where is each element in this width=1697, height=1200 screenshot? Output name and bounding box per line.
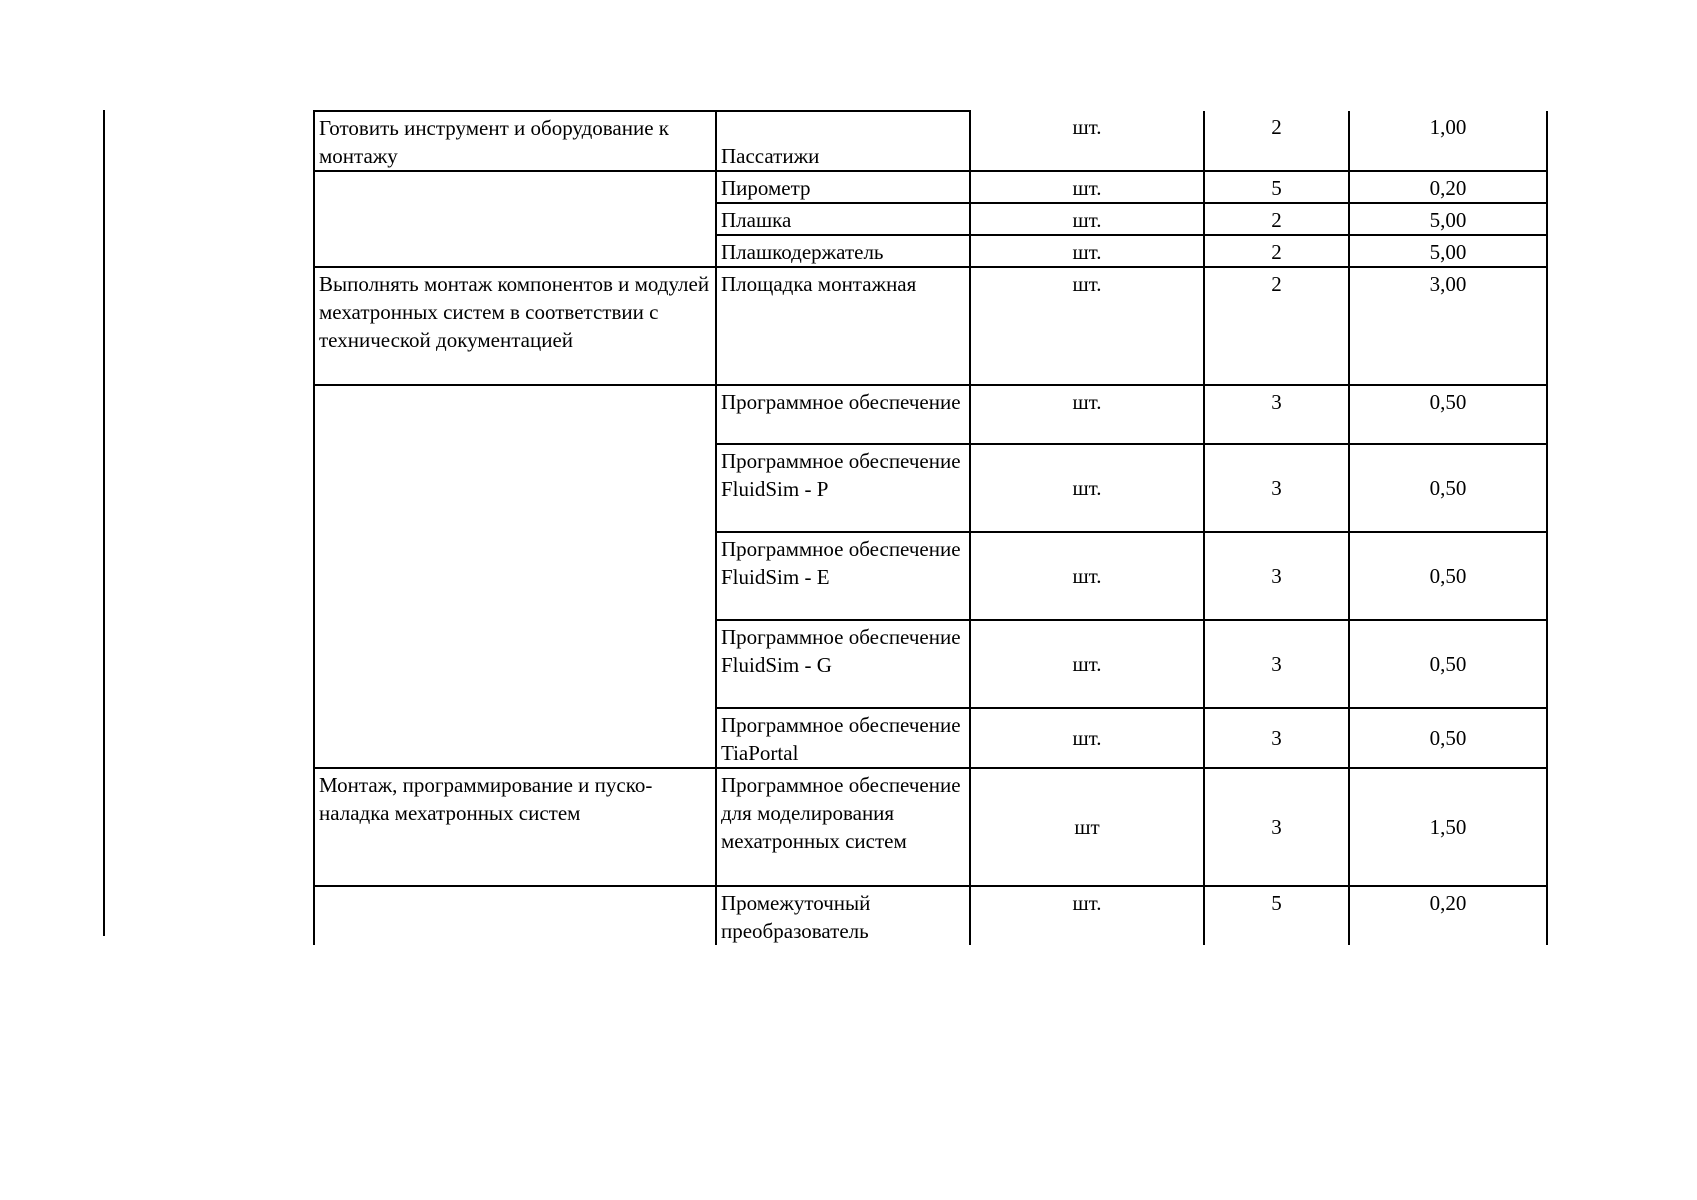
value-cell: [1349, 620, 1547, 708]
table-row: [314, 171, 1547, 203]
table-row: [314, 385, 1547, 444]
task-cell: [314, 171, 716, 267]
unit-cell: [970, 267, 1204, 385]
quantity-text: 3: [1271, 390, 1282, 414]
unit-text: шт.: [1072, 208, 1102, 232]
item-name: Площадка монтажная: [721, 272, 917, 296]
item-name-cell: [716, 235, 970, 267]
item-name-cell: [716, 620, 970, 708]
value-text: 0,50: [1429, 476, 1467, 500]
value-text: 0,50: [1429, 652, 1467, 676]
value-text: 1,00: [1429, 115, 1467, 139]
value-text: 1,50: [1429, 815, 1467, 839]
item-name-cell: [716, 111, 970, 171]
quantity-cell: [1204, 768, 1349, 886]
value-cell: [1349, 886, 1547, 945]
value-text: 5,00: [1429, 208, 1467, 232]
unit-text: шт.: [1072, 564, 1102, 588]
unit-text: шт.: [1072, 891, 1102, 915]
quantity-text: 2: [1271, 208, 1282, 232]
task-cell: [314, 385, 716, 768]
quantity-text: 3: [1271, 652, 1282, 676]
table-row: [314, 768, 1547, 886]
task-cell: [314, 886, 716, 945]
unit-text: шт.: [1072, 726, 1102, 750]
value-text: 0,50: [1429, 726, 1467, 750]
value-cell: [1349, 708, 1547, 768]
value-cell: [1349, 203, 1547, 235]
quantity-cell: [1204, 111, 1349, 171]
unit-cell: [970, 203, 1204, 235]
quantity-cell: [1204, 267, 1349, 385]
unit-cell: [970, 768, 1204, 886]
unit-cell: [970, 444, 1204, 532]
value-cell: [1349, 267, 1547, 385]
task-cell: [314, 768, 716, 886]
value-text: 0,20: [1429, 891, 1467, 915]
quantity-text: 5: [1271, 891, 1282, 915]
unit-text: шт: [1074, 815, 1100, 839]
task-cell: [314, 267, 716, 385]
task-text: Выполнять монтаж компонентов и модулей мехатронных систем в соответствии с технической документацией: [319, 272, 715, 352]
unit-cell: [970, 385, 1204, 444]
item-name-cell: [716, 886, 970, 945]
quantity-text: 3: [1271, 476, 1282, 500]
unit-cell: [970, 171, 1204, 203]
value-text: 0,20: [1429, 176, 1467, 200]
equipment-table: [313, 110, 1548, 945]
table-row: [314, 267, 1547, 385]
item-name-cell: [716, 385, 970, 444]
item-name: Программное обеспечение TiaPortal: [721, 713, 966, 765]
unit-text: шт.: [1072, 176, 1102, 200]
item-name: Пирометр: [721, 176, 811, 200]
value-cell: [1349, 171, 1547, 203]
task-text: Монтаж, программирование и пуско-наладка мехатронных систем: [319, 773, 653, 825]
item-name: Программное обеспечение FluidSim - E: [721, 537, 966, 589]
item-name: Программное обеспечение для моделирования мехатронных систем: [721, 773, 966, 853]
unit-text: шт.: [1072, 390, 1102, 414]
item-name-cell: [716, 708, 970, 768]
value-cell: [1349, 532, 1547, 620]
item-name: Пассатижи: [721, 144, 820, 168]
unit-text: шт.: [1072, 272, 1102, 296]
unit-text: шт.: [1072, 240, 1102, 264]
unit-text: шт.: [1072, 115, 1102, 139]
value-cell: [1349, 235, 1547, 267]
quantity-text: 3: [1271, 815, 1282, 839]
value-cell: [1349, 111, 1547, 171]
value-text: 0,50: [1429, 564, 1467, 588]
value-cell: [1349, 385, 1547, 444]
quantity-text: 2: [1271, 272, 1282, 296]
unit-cell: [970, 111, 1204, 171]
table-row: [314, 111, 1547, 171]
item-name: Плашкодержатель: [721, 240, 884, 264]
item-name: Программное обеспечение: [721, 390, 961, 414]
value-cell: [1349, 768, 1547, 886]
table-row: [314, 886, 1547, 945]
quantity-cell: [1204, 203, 1349, 235]
unit-cell: [970, 708, 1204, 768]
unit-cell: [970, 620, 1204, 708]
quantity-cell: [1204, 385, 1349, 444]
item-name: Программное обеспечение FluidSim - G: [721, 625, 966, 677]
quantity-text: 5: [1271, 176, 1282, 200]
unit-cell: [970, 235, 1204, 267]
item-name-cell: [716, 768, 970, 886]
unit-text: шт.: [1072, 652, 1102, 676]
value-text: 0,50: [1429, 390, 1467, 414]
quantity-text: 3: [1271, 564, 1282, 588]
quantity-cell: [1204, 235, 1349, 267]
item-name: Программное обеспечение FluidSim - P: [721, 449, 966, 501]
item-name-cell: [716, 203, 970, 235]
quantity-cell: [1204, 171, 1349, 203]
task-cell: [314, 111, 716, 171]
quantity-cell: [1204, 444, 1349, 532]
item-name: Промежуточный преобразователь: [721, 891, 876, 943]
item-name-cell: [716, 444, 970, 532]
value-text: 5,00: [1429, 240, 1467, 264]
item-name-cell: [716, 267, 970, 385]
unit-cell: [970, 886, 1204, 945]
item-name-cell: [716, 171, 970, 203]
quantity-text: 2: [1271, 240, 1282, 264]
quantity-cell: [1204, 708, 1349, 768]
page-left-rule: [103, 110, 105, 936]
value-cell: [1349, 444, 1547, 532]
quantity-text: 2: [1271, 115, 1282, 139]
item-name: Плашка: [721, 208, 792, 232]
quantity-cell: [1204, 886, 1349, 945]
unit-cell: [970, 532, 1204, 620]
quantity-cell: [1204, 532, 1349, 620]
item-name-cell: [716, 532, 970, 620]
quantity-text: 3: [1271, 726, 1282, 750]
value-text: 3,00: [1429, 272, 1467, 296]
unit-text: шт.: [1072, 476, 1102, 500]
task-text: Готовить инструмент и оборудование к монтажу: [319, 116, 675, 168]
quantity-cell: [1204, 620, 1349, 708]
